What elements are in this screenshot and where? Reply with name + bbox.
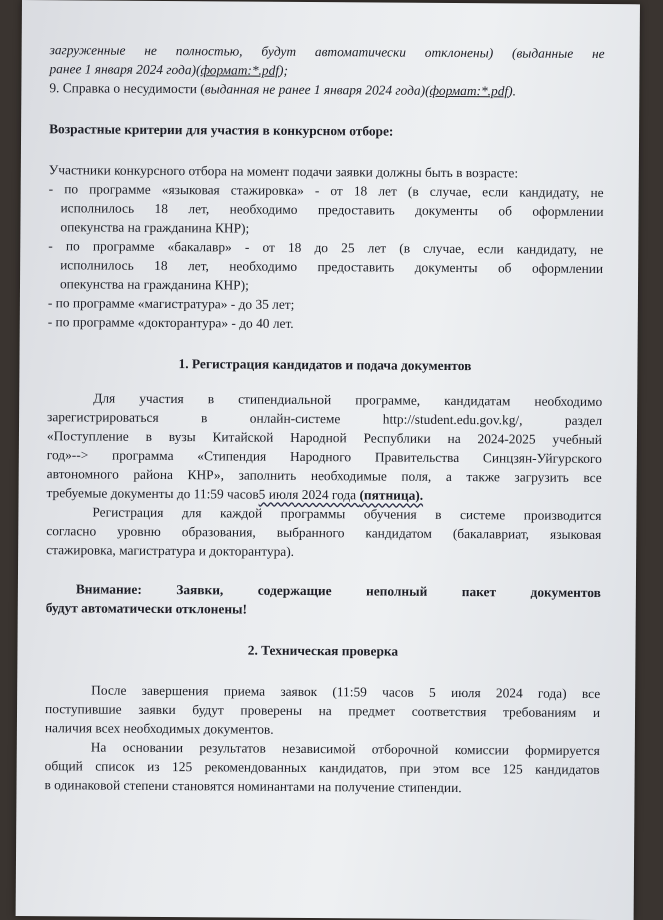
age-criteria-block xyxy=(48,160,604,335)
section-1-paragraph xyxy=(46,388,602,506)
s2p1-line: После завершения приема заявок (11:59 часов 5 июля 2024 года) все xyxy=(91,682,601,702)
s2p1-line: наличия всех необходимых документов. xyxy=(44,720,274,737)
age-line: - по программе «бакалавр» - от 18 до 25 лет (в случае, если кандидату, не xyxy=(48,238,604,258)
item9-italic: выданная не ранее 1 января 2024 года)( xyxy=(204,81,430,98)
deadline-text: требуемые документы до 11:59 часов xyxy=(46,485,259,502)
s1p2-line: стажировка, магистратура и докторантура). xyxy=(46,542,295,559)
deadline-date xyxy=(259,487,424,503)
item9-end: ). xyxy=(508,83,517,99)
section-1-paragraph-2 xyxy=(46,502,601,563)
s1-line: «Поступление в вузы Китайской Народной Республики на 2024-2025 учебный xyxy=(46,428,602,448)
age-line: опекунства на гражданина КНР); xyxy=(60,219,250,236)
section-1-heading: 1. Регистрация кандидатов и подача документов xyxy=(178,356,472,374)
age-criteria-heading: Возрастные критерии для участия в конкурсном отборе: xyxy=(49,121,394,139)
s1-line: автономного района КНР», заполнить необходимые поля, а также загрузить все xyxy=(46,466,602,486)
item9-text: 9. Справка о несудимости ( xyxy=(49,80,205,97)
s1-line: Для участия в стипендиальной программе, кандидатам необходимо xyxy=(93,390,603,410)
list-item-9 xyxy=(49,78,604,101)
continuation-end: ); xyxy=(278,62,289,78)
deadline-date-text: 5 июля 2024 года xyxy=(258,486,360,503)
age-line: опекунства на гражданина КНР); xyxy=(59,276,249,293)
section-2-paragraph-2 xyxy=(44,737,599,798)
format-note: формат:*.pdf xyxy=(200,62,280,78)
age-line: Участники конкурсного отбора на момент подачи заявки должны быть в возрасте: xyxy=(48,162,519,181)
s1-line: зарегистрироваться в онлайн-системе http://student.edu.gov.kg/, раздел xyxy=(47,409,603,429)
document-body xyxy=(44,40,604,798)
warning-line: Внимание: Заявки, содержащие неполный пакет документов xyxy=(75,581,601,601)
s2p2-line: общий список из 125 рекомендованных кандидатов, при этом все 125 кандидатов xyxy=(44,758,600,778)
s2p2-line: На основании результатов независимой отборочной комиссии формируется xyxy=(90,739,600,759)
item9-format-note: формат:*.pdf xyxy=(429,82,509,99)
age-line: - по программе «докторантура» - до 40 лет. xyxy=(47,314,294,331)
s1-line: год»--> программа «Стипендия Народного Правительства Синцзян-Уйгурского xyxy=(46,447,602,467)
age-line: - по программе «магистратура» - до 35 лет; xyxy=(47,295,295,312)
s1p2-line: Регистрация для каждой программы обучения в системе производится xyxy=(92,504,602,524)
warning-block xyxy=(46,579,601,621)
age-line: - по программе «языковая стажировка» - от 18 лет (в случае, если кандидату, не xyxy=(48,181,604,201)
continuation-line: загруженные не полностью, будут автоматически отклонены) (выданные не xyxy=(49,42,605,62)
age-line: исполнилось 18 лет, необходимо предоставить документы об оформлении xyxy=(60,200,604,220)
warning-line: будут автоматически отклонены! xyxy=(45,600,248,617)
section-2-heading: 2. Техническая проверка xyxy=(247,642,399,659)
paper-sheet xyxy=(16,0,640,920)
age-line: исполнилось 18 лет, необходимо предоставить документы об оформлении xyxy=(60,257,604,277)
s1p2-line: согласно уровню образования, выбранного кандидатом (бакалавриат, языковая xyxy=(46,523,602,543)
section-2-paragraph-1 xyxy=(45,680,600,741)
deadline-weekday: (пятница). xyxy=(359,487,424,503)
s2p1-line: поступившие заявки будут проверены на предмет соответствия требованиям и xyxy=(45,701,601,721)
continuation-text: ранее 1 января 2024 года)( xyxy=(49,61,201,78)
s2p2-line: в одинаковой степени становятся номинантами на получение стипендии. xyxy=(44,777,462,796)
